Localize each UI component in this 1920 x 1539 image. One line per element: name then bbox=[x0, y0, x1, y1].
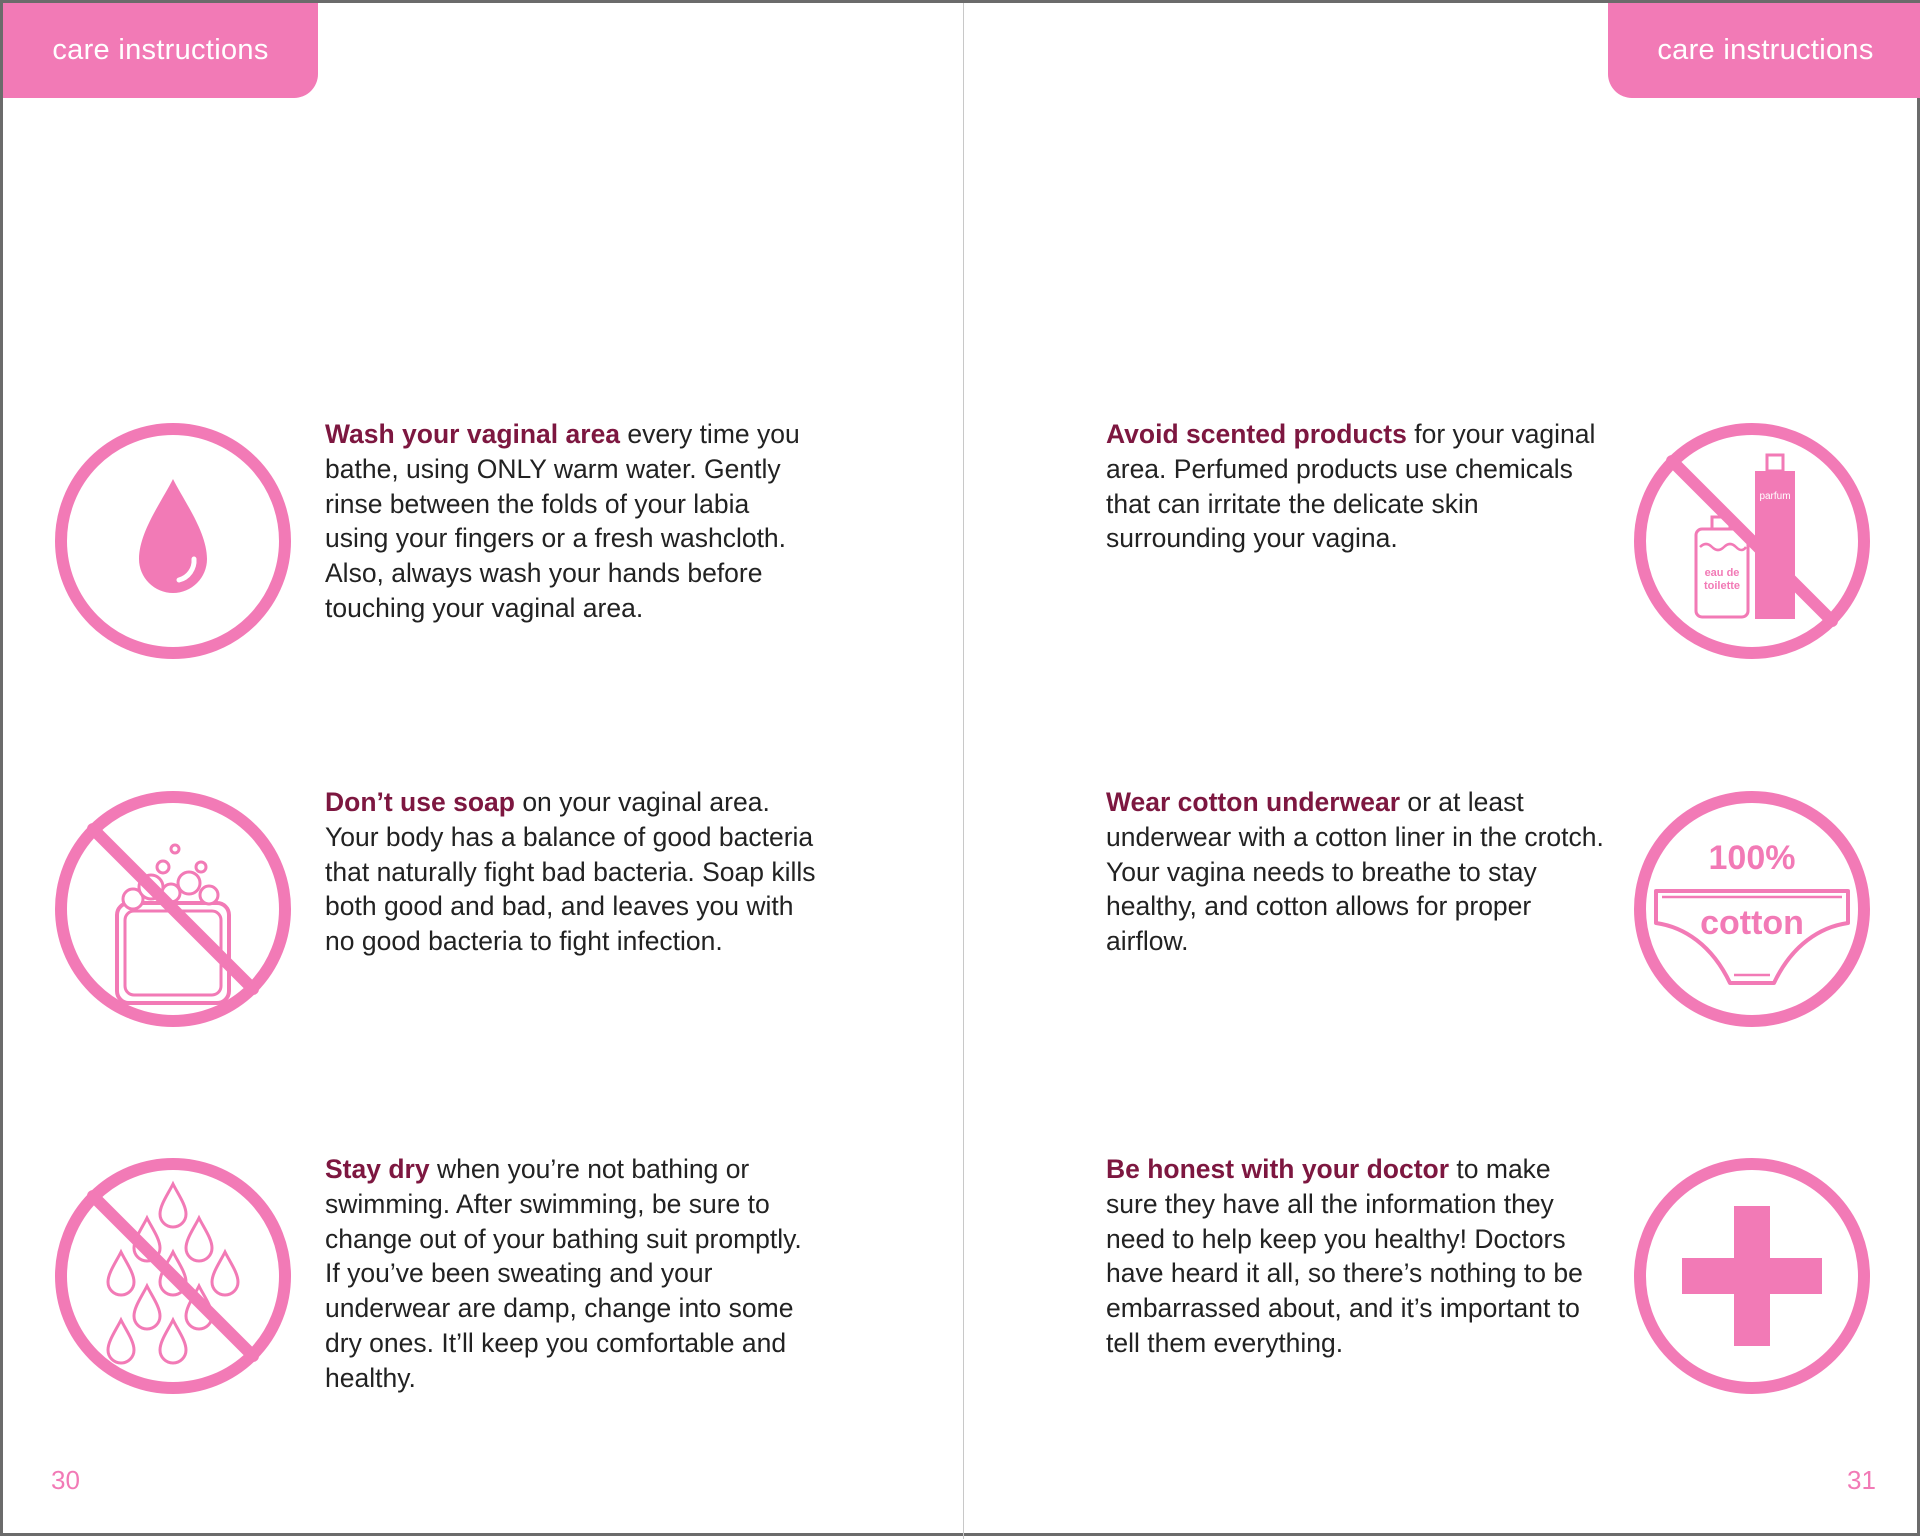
section-tab-label: care instructions bbox=[52, 34, 269, 66]
care-item-body: every time you bathe, using ONLY warm water. Gently rinse between the folds of your labia using your fingers or a fresh washcloth. Also, always wash your hands before touching your vaginal area. bbox=[325, 419, 800, 623]
page-gutter bbox=[963, 3, 964, 1539]
care-item-text bbox=[325, 785, 825, 959]
medical-cross-icon bbox=[1630, 1154, 1874, 1398]
no-soap-icon bbox=[51, 787, 295, 1031]
care-item-text bbox=[325, 417, 815, 626]
care-item-text bbox=[1106, 417, 1606, 556]
care-item-body: to make sure they have all the information they need to help keep you healthy! Doctors have heard it all, so there’s nothing to be embarrassed about, and it’s important to tell them everything. bbox=[1106, 1154, 1583, 1358]
care-item-lead: Wear cotton underwear bbox=[1106, 787, 1401, 817]
toilette-label: eau de toilette bbox=[1703, 567, 1741, 592]
page-number-left: 30 bbox=[51, 1465, 80, 1495]
cotton-underwear-icon bbox=[1630, 787, 1874, 1031]
care-item-body: when you’re not bathing or swimming. After swimming, be sure to change out of your bathing suit promptly. If you’ve been sweating and your underwear are damp, change into some dry ones. It’ll keep you comfortable and healthy. bbox=[325, 1154, 802, 1393]
care-item-lead: Be honest with your doctor bbox=[1106, 1154, 1450, 1184]
section-tab-right bbox=[1608, 3, 1920, 98]
care-item-lead: Stay dry bbox=[325, 1154, 430, 1184]
care-item-lead: Avoid scented products bbox=[1106, 419, 1407, 449]
water-drop-icon bbox=[51, 419, 295, 663]
no-moisture-icon bbox=[51, 1154, 295, 1398]
perfume-label: parfum bbox=[1759, 491, 1791, 502]
section-tab-label: care instructions bbox=[1657, 34, 1874, 66]
care-item-text bbox=[325, 1152, 815, 1396]
cotton-label: cotton bbox=[1700, 904, 1804, 942]
care-item-lead: Wash your vaginal area bbox=[325, 419, 621, 449]
care-item-text bbox=[1106, 1152, 1606, 1361]
section-tab-left bbox=[3, 3, 318, 98]
care-item-body: or at least underwear with a cotton liner in the crotch. Your vagina needs to breathe to stay healthy, and cotton allows for proper airflow. bbox=[1106, 787, 1604, 957]
care-item-text bbox=[1106, 785, 1606, 959]
care-item-body: on your vaginal area. Your body has a balance of good bacteria that naturally fight bad bacteria. Soap kills both good and bad, and leaves you with no good bacteria to fight infection. bbox=[325, 787, 816, 957]
care-item-body: for your vaginal area. Perfumed products use chemicals that can irritate the delicate skin surrounding your vagina. bbox=[1106, 419, 1596, 554]
page-number-right: 31 bbox=[1847, 1465, 1876, 1495]
percent-label: 100% bbox=[1708, 839, 1796, 877]
care-item-lead: Don’t use soap bbox=[325, 787, 515, 817]
no-perfume-icon bbox=[1630, 419, 1874, 663]
